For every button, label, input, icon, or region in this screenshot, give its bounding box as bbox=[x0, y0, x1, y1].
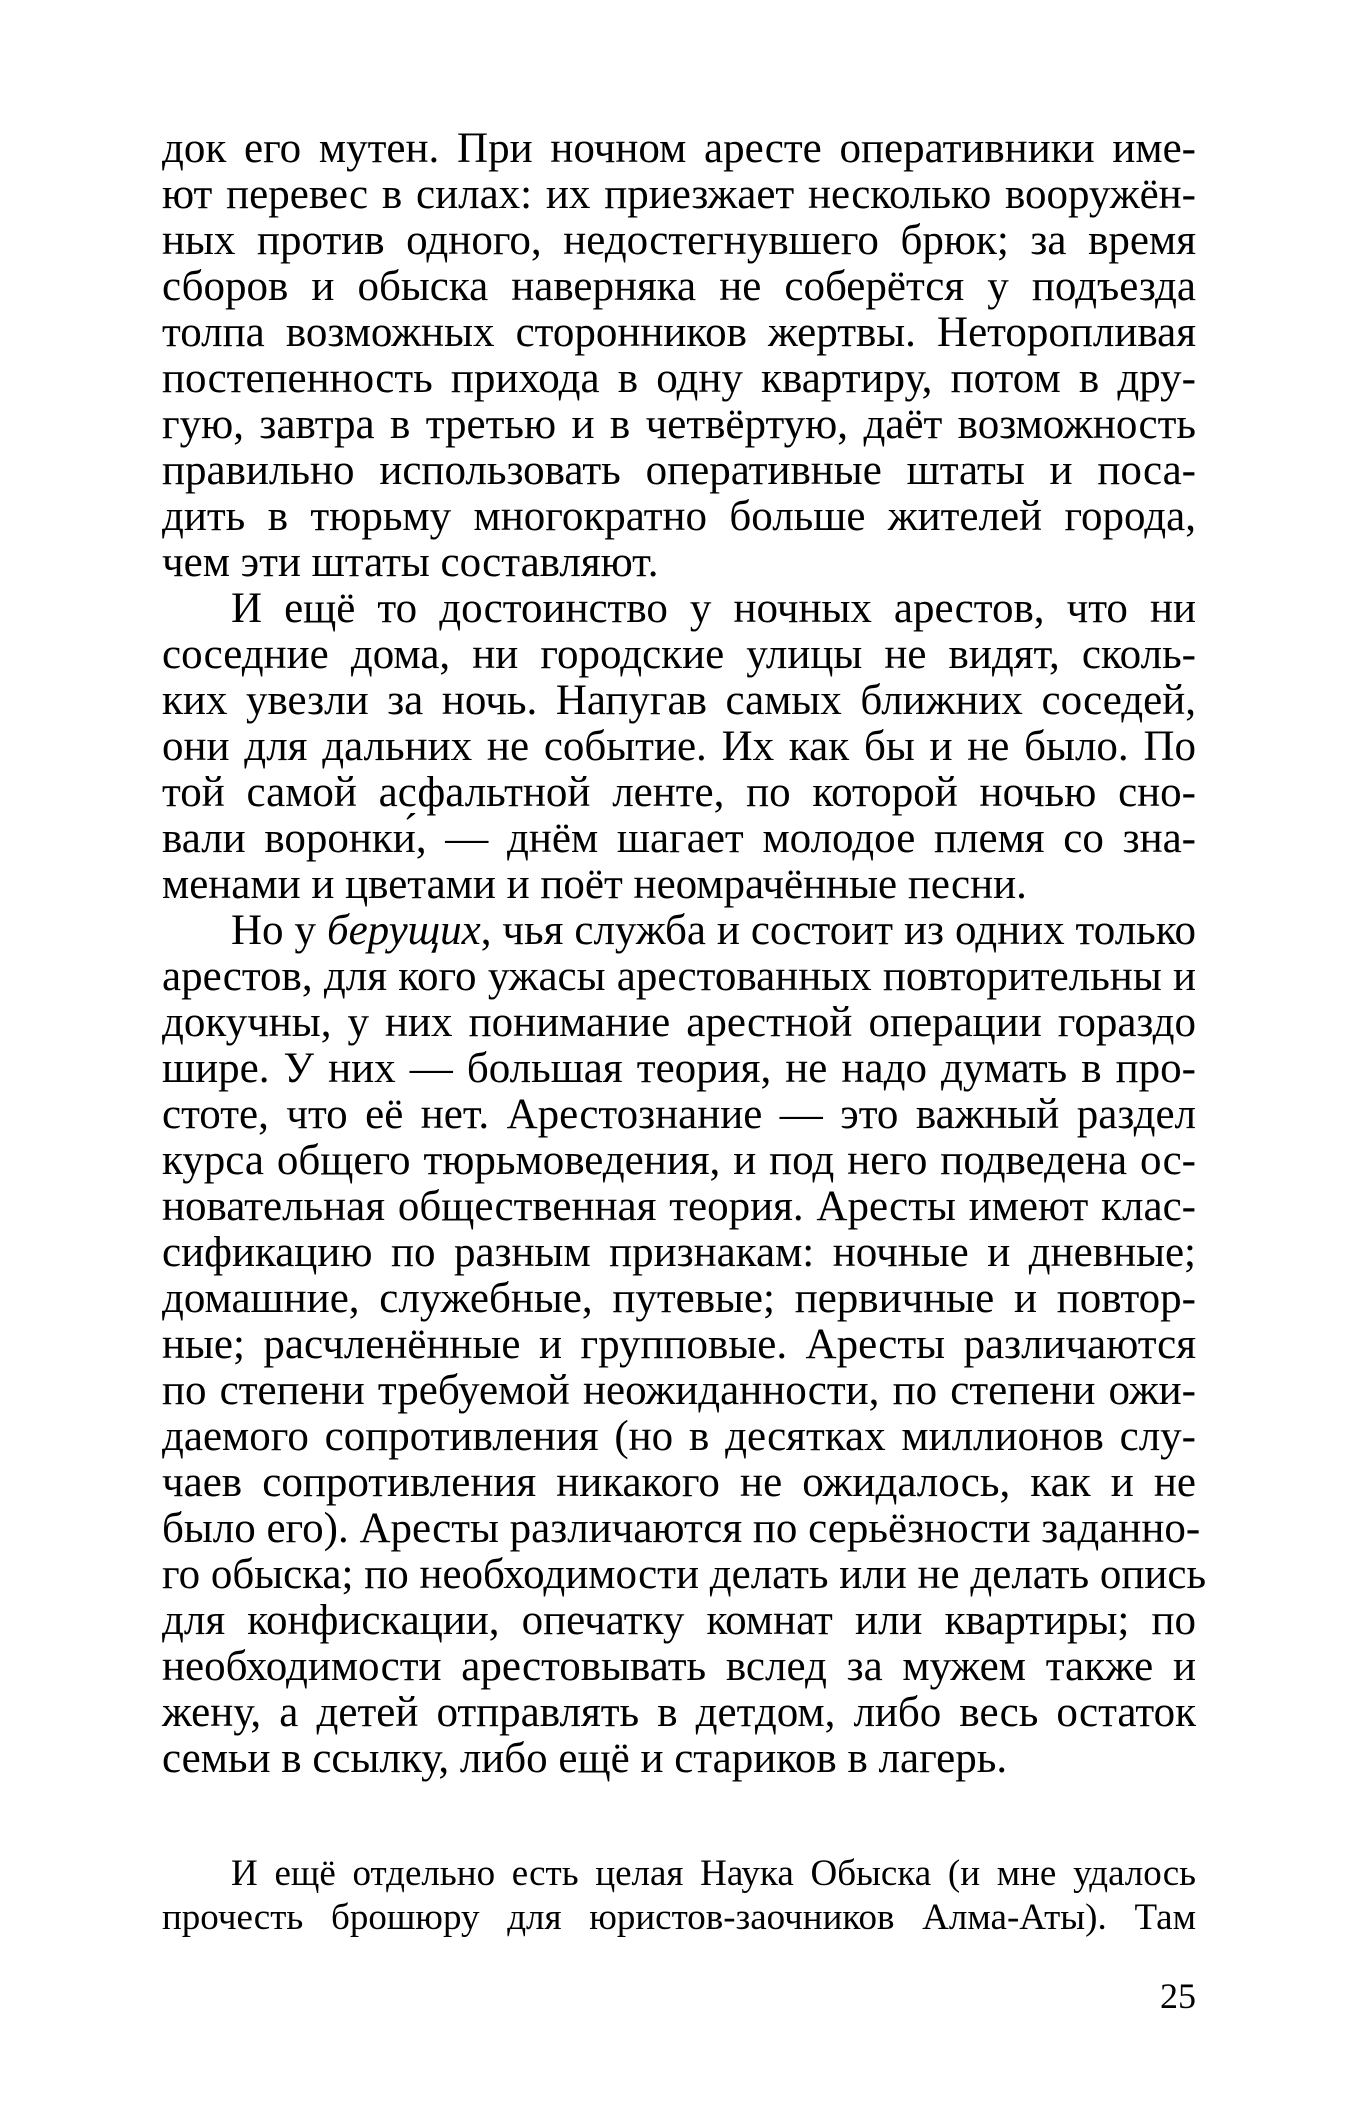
text-line: ные; расчленённые и групповые. Аресты различаются bbox=[162, 1321, 1196, 1368]
footnote-line: И ещё отдельно есть целая Наука Обыска (и мне удалось bbox=[231, 1853, 1196, 1894]
text-line: для конфискации, опечатку комнат или квартиры; по bbox=[162, 1597, 1196, 1644]
text-line: ких увезли за ночь. Напугав самых ближних соседей, bbox=[162, 677, 1196, 724]
text-line: дить в тюрьму многократно больше жителей города, bbox=[162, 493, 1196, 540]
text-line: постепенность прихода в одну квартиру, потом в дру- bbox=[162, 355, 1196, 402]
paragraph-1 bbox=[162, 126, 1196, 586]
paragraph-3 bbox=[162, 907, 1207, 1782]
page-number: 25 bbox=[1160, 1976, 1196, 2016]
italic-term: берущих bbox=[326, 907, 481, 954]
paragraph-2 bbox=[162, 586, 1196, 908]
text-line: сборов и обыска наверняка не соберётся у подъезда bbox=[162, 263, 1196, 310]
text-line: менами и цветами и поёт неомрачённые песни. bbox=[162, 861, 1027, 908]
text-line: новательная общественная теория. Аресты имеют клас- bbox=[162, 1183, 1196, 1230]
text-line bbox=[162, 908, 1196, 954]
text-line: го обыска; по необходимости делать или не делать опись bbox=[162, 1551, 1207, 1598]
footnote-line: прочесть брошюру для юристов-заочников Алма-Аты). Там bbox=[162, 1897, 1196, 1938]
text-line: чем эти штаты составляют. bbox=[162, 539, 659, 586]
text-line: арестов, для кого ужасы арестованных повторительны и bbox=[162, 953, 1196, 1000]
text-line: шире. У них — большая теория, не надо думать в про- bbox=[162, 1045, 1196, 1092]
text-line: было его). Аресты различаются по серьёзности заданно- bbox=[162, 1505, 1201, 1552]
text-line: ют перевес в силах: их приезжает несколько вооружён- bbox=[162, 171, 1196, 218]
text-line: домашние, служебные, путевые; первичные и повтор- bbox=[162, 1275, 1196, 1322]
text-fragment: Но у bbox=[231, 907, 327, 954]
text-line: ных против одного, недостегнувшего брюк; за время bbox=[162, 217, 1196, 264]
text-line: вали воронки́, — днём шагает молодое племя со зна- bbox=[162, 815, 1196, 862]
text-line: соседние дома, ни городские улицы не видят, сколь- bbox=[162, 631, 1196, 678]
footnote-text bbox=[162, 1852, 1196, 1940]
text-line: докучны, у них понимание арестной операции гораздо bbox=[162, 999, 1196, 1046]
text-line: необходимости арестовывать вслед за мужем также и bbox=[162, 1643, 1196, 1690]
main-text bbox=[162, 125, 1207, 1782]
text-line: И ещё то достоинство у ночных арестов, что ни bbox=[231, 585, 1196, 632]
text-line: толпа возможных сторонников жертвы. Неторопливая bbox=[162, 309, 1196, 356]
text-line: даемого сопротивления (но в десятках миллионов слу- bbox=[162, 1413, 1196, 1460]
text-line: стоте, что её нет. Арестознание — это важный раздел bbox=[162, 1091, 1196, 1138]
text-fragment: , чья служба и состоит из одних только bbox=[480, 907, 1196, 954]
text-line: они для дальних не событие. Их как бы и не было. По bbox=[162, 723, 1196, 770]
text-line: правильно использовать оперативные штаты и поса- bbox=[162, 447, 1196, 494]
text-line: док его мутен. При ночном аресте оперативники име- bbox=[162, 125, 1196, 172]
text-line: жену, а детей отправлять в детдом, либо весь остаток bbox=[162, 1689, 1196, 1736]
text-line: той самой асфальтной ленте, по которой ночью сно- bbox=[162, 769, 1196, 816]
text-line: по степени требуемой неожиданности, по степени ожи- bbox=[162, 1367, 1196, 1414]
text-line: курса общего тюрьмоведения, и под него подведена ос- bbox=[162, 1137, 1196, 1184]
text-line: семьи в ссылку, либо ещё и стариков в лагерь. bbox=[162, 1735, 1008, 1782]
text-line: гую, завтра в третью и в четвёртую, даёт возможность bbox=[162, 401, 1196, 448]
text-line: сификацию по разным признакам: ночные и дневные; bbox=[162, 1229, 1196, 1276]
text-line: чаев сопротивления никакого не ожидалось, как и не bbox=[162, 1459, 1196, 1506]
